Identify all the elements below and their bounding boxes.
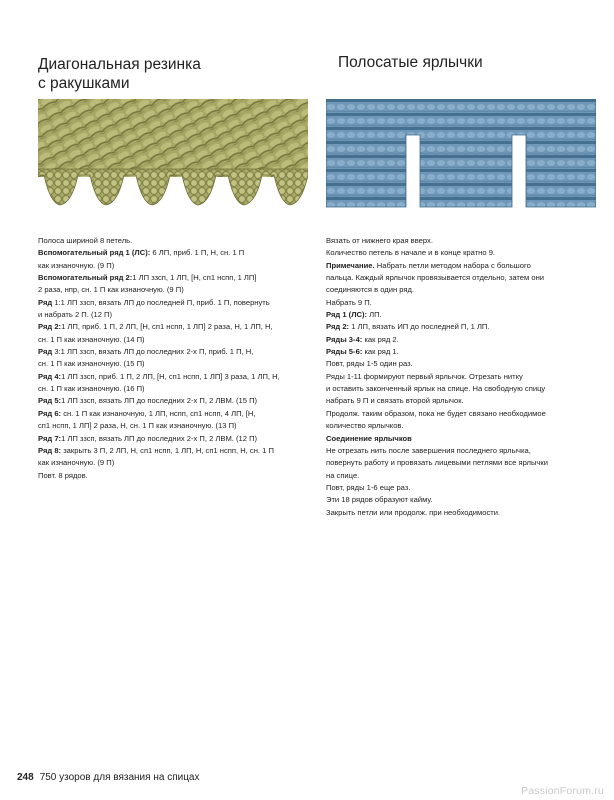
instruction-line: Продолж. таким образом, пока не будет связано необходимое: [326, 408, 546, 418]
instruction-line: сп1 нспп, 1 ЛП] 2 раза, Н, сн. 1 П как изнаночную. (13 П): [38, 421, 237, 431]
instruction-line: Полоса шириной 8 петель.: [38, 236, 133, 245]
page-footer: [17, 772, 199, 783]
blue-swatch-photo: [326, 99, 596, 210]
instruction-line: Количество петель в начале и в конце кратно 9.: [326, 248, 496, 258]
instruction-line: Ряд 3:1 ЛП ззсп, вязать ЛП до последних 2-х П, приб. 1 П, Н,: [38, 347, 254, 357]
instruction-line: Ряд 4:1 ЛП ззсп, приб. 1 П, 2 ЛП, [Н, сп1 нспп, 1 ЛП] 3 раза, 1 ЛП, Н,: [38, 371, 280, 381]
instruction-line: Закрыть петли или продолж. при необходимости.: [326, 507, 501, 517]
instruction-line: Набрать 9 П.: [326, 297, 372, 307]
left-title-line-1: Диагональная резинка: [38, 56, 201, 73]
instruction-line: сн. 1 П как изнаночную. (15 П): [38, 359, 145, 369]
instruction-line: Вспомогательный ряд 1 (ЛС): 6 ЛП, приб. 1 П, Н, сн. 1 П: [38, 248, 245, 258]
instruction-line: Повт, ряды 1-6 еще раз.: [326, 482, 411, 492]
instruction-line: и набрать 2 П. (12 П): [38, 310, 113, 320]
left-instructions: [38, 235, 280, 482]
instruction-line: Повт, ряды 1-5 один раз.: [326, 359, 413, 369]
instruction-line: Соединение ярлычков: [326, 433, 412, 443]
instruction-line: 2 раза, нпр, сн. 1 П как изнаночную. (9 П): [38, 285, 184, 295]
instruction-line: сн. 1 П как изнаночную. (16 П): [38, 384, 145, 394]
instruction-line: набрать 9 П и связать второй ярлычок.: [326, 396, 464, 406]
instruction-line: Не отрезать нить после завершения последнего ярлычка,: [326, 445, 531, 455]
instruction-line: Ряды 1-11 формируют первый ярлычок. Отрезать нитку: [326, 371, 523, 381]
instruction-line: Ряд 1 (ЛС): ЛП.: [326, 310, 382, 320]
right-pattern-title: Полосатые ярлычки: [338, 54, 483, 71]
olive-swatch-photo: [38, 99, 308, 210]
right-instructions: [326, 235, 548, 519]
instruction-line: количество ярлычков.: [326, 421, 404, 431]
instruction-line: на спице.: [326, 470, 360, 480]
instruction-line: и оставить законченный ярлык на спице. На свободную спицу: [326, 384, 546, 394]
instruction-line: Ряд 2: 1 ЛП, вязать ИП до последней П, 1 ЛП.: [326, 322, 490, 332]
instruction-line: пальца. Каждый ярлычок провязывается отдельно, затем они: [326, 273, 545, 283]
instruction-line: повернуть работу и провязать лицевыми петлями все ярлычки: [326, 458, 548, 468]
instruction-line: Повт. 8 рядов.: [38, 470, 88, 480]
instruction-line: Ряды 5-6: как ряд 1.: [326, 347, 399, 357]
watermark: PassionForum.ru: [521, 785, 604, 797]
page-number: 248: [17, 772, 34, 783]
instruction-line: соединяются в один ряд.: [326, 285, 415, 295]
instruction-line: сн. 1 П как изнаночную. (14 П): [38, 334, 145, 344]
instruction-line: Ряд 8: закрыть 3 П, 2 ЛП, Н, сп1 нспп, 1 ЛП, Н, сп1 нспп, Н, сн. 1 П: [38, 445, 274, 455]
instruction-line: Вспомогательный ряд 2:1 ЛП ззсп, 1 ЛП, [Н, сп1 нспп, 1 ЛП]: [38, 273, 257, 283]
instruction-line: Ряд 1:1 ЛП ззсп, вязать ЛП до последней П, приб. 1 П, повернуть: [38, 297, 270, 307]
instruction-line: Примечание. Набрать петли методом набора с большого: [326, 260, 531, 270]
instruction-line: Ряд 6: сн. 1 П как изнаночную, 1 ЛП, нспп, сп1 нспп, 4 ЛП, [Н,: [38, 408, 256, 418]
instruction-line: Вязать от нижнего края вверх.: [326, 236, 433, 245]
instruction-line: Ряды 3-4: как ряд 2.: [326, 334, 399, 344]
instruction-line: Ряд 7:1 ЛП ззсп, вязать ЛП до последних 2-х П, 2 ЛВМ. (12 П): [38, 433, 258, 443]
instruction-line: Ряд 5:1 ЛП ззсп, вязать ЛП до последних 2-х П, 2 ЛВМ. (15 П): [38, 396, 258, 406]
instruction-line: Эти 18 рядов образуют кайму.: [326, 495, 433, 505]
instruction-line: как изнаночную. (9 П): [38, 260, 115, 270]
left-title-line-2: с ракушками: [38, 75, 130, 92]
instruction-line: как изнаночную. (9 П): [38, 458, 115, 468]
instruction-line: Ряд 2:1 ЛП, приб. 1 П, 2 ЛП, [Н, сп1 нспп, 1 ЛП] 2 раза, Н, 1 ЛП, Н,: [38, 322, 273, 332]
left-pattern-title: [38, 55, 201, 93]
book-title: 750 узоров для вязания на спицах: [39, 772, 200, 783]
